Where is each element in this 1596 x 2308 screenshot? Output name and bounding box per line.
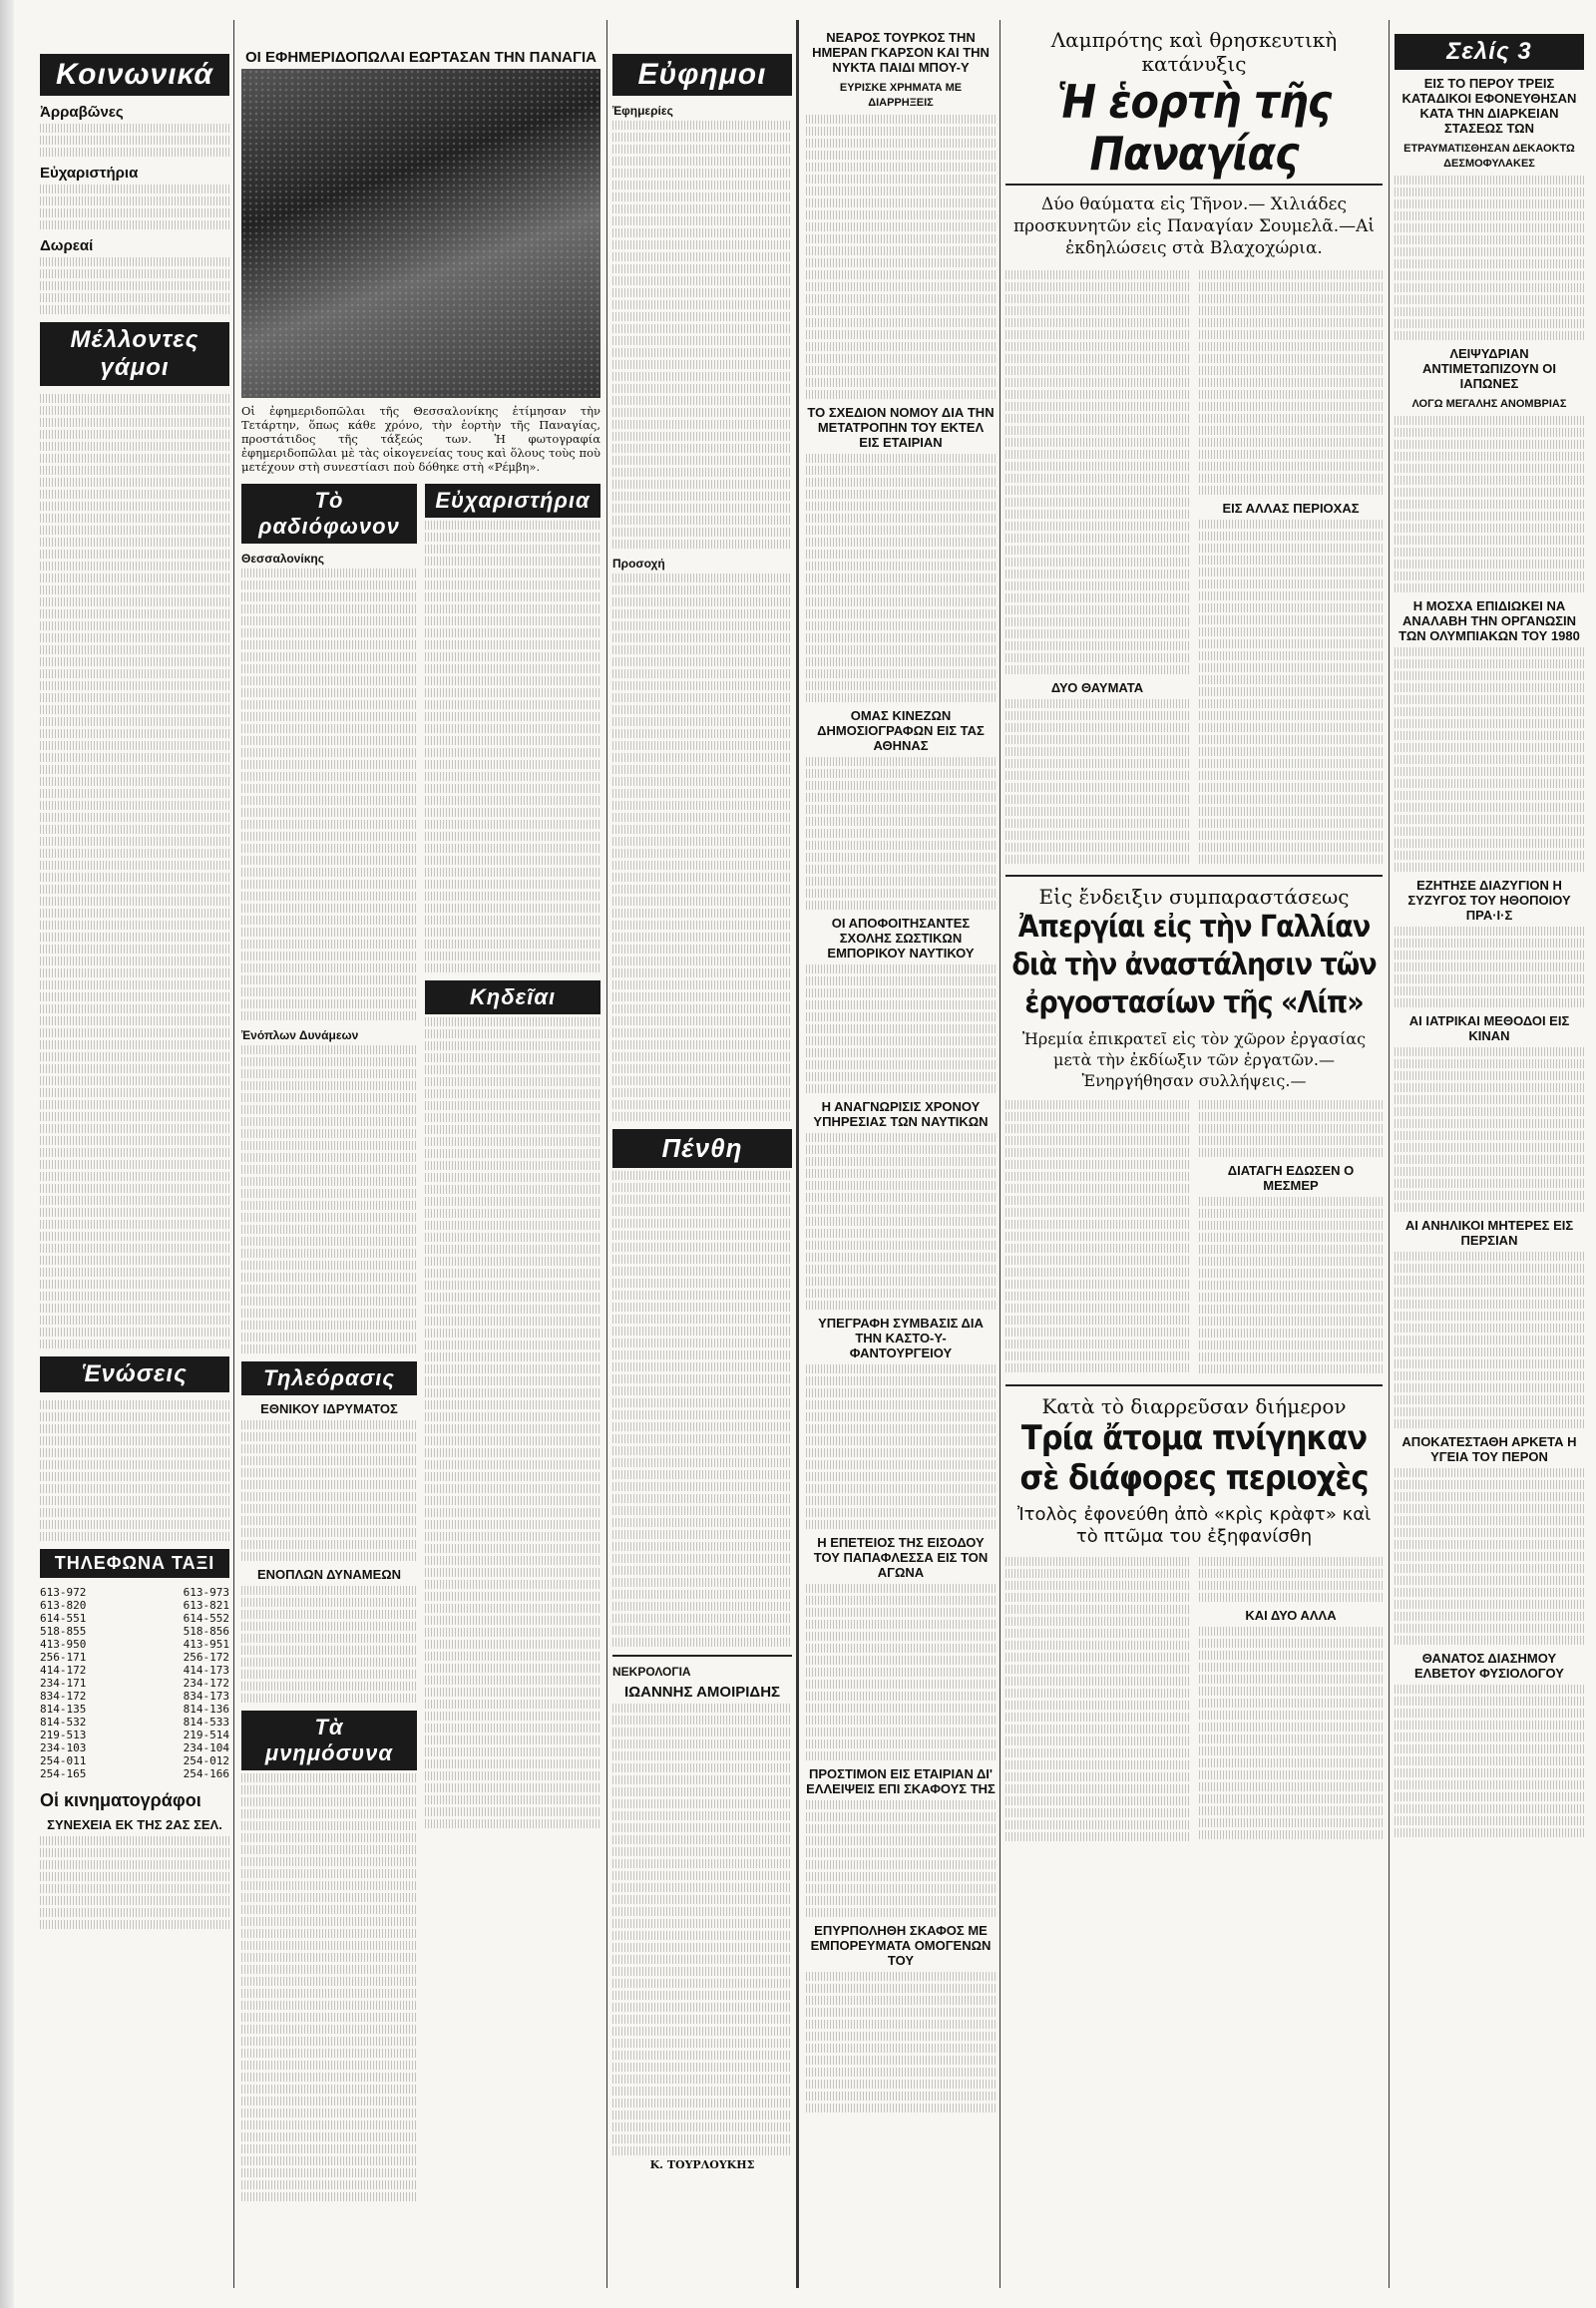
dorea-text (40, 257, 229, 314)
nekrologia-author: Κ. ΤΟΥΡΛΟΥΚΗΣ (649, 2158, 755, 2171)
phone-number: 256-171 (40, 1651, 87, 1664)
photo-title: ΟΙ ΕΦΗΜΕΡΙΔΟΠΩΛΑΙ ΕΩΡΤΑΣΑΝ ΤΗΝ ΠΑΝΑΓΙΑ (245, 49, 597, 66)
prosoxi-heading: Προσοχή (612, 557, 665, 571)
article-text (806, 1364, 996, 1529)
penthi-text (612, 1171, 792, 1647)
tv-listing-1 (241, 1420, 417, 1561)
phone-row (40, 1703, 229, 1716)
alles-perioxes-heading: ΕΙΣ ΑΛΛΑΣ ΠΕΡΙΟΧΑΣ (1222, 501, 1360, 516)
tv-listing-2 (241, 1586, 417, 1703)
headline-diazygion: ΕΖΗΤΗΣΕ ΔΙΑΖΥΓΙΟΝ Η ΣΥΖΥΓΟΣ ΤΟΥ ΗΘΟΠΟΙΟΥ ΠΡΑ·Ι·Σ (1407, 878, 1571, 923)
photo-caption: Οἱ ἐφημεριδοπῶλαι τῆς Θεσσαλονίκης ἐτίμησαν τὴν Τετάρτην, ὅπως κάθε χρόνο, τὴν ἑορτὴν τῆς Παναγίας, προστάτιδος τῆς τάξεώς των. Ἡ φωτογραφία ἐφημεριδοπῶλαι μὲ τὰς οἰκογενείας τους καὶ ὅλους τοὺς ποὺ μετέχουν στὴ συνεστίασι ποὺ δόθηκε στὴ «Ρέμβη». (241, 404, 600, 474)
headline-kina: ΑΙ ΙΑΤΡΙΚΑΙ ΜΕΘΟΔΟΙ ΕΙΣ ΚΙΝΑΝ (1408, 1013, 1570, 1043)
article-text (1395, 927, 1584, 1007)
gamoi-text (40, 394, 229, 1348)
section-kideiai: Κηδεῖαι (425, 980, 600, 1014)
article-text (806, 1972, 996, 2113)
kideiai-text (425, 1017, 600, 1828)
column-photo-radio (241, 20, 600, 2288)
phone-row (40, 1651, 229, 1664)
taxi-phone-list (40, 1586, 229, 1780)
headline-perou: ΕΙΣ ΤΟ ΠΕΡΟΥ ΤΡΕΙΣ ΚΑΤΑΔΙΚΟΙ ΕΦΟΝΕΥΘΗΣΑΝ ΚΑΤΑ ΤΗΝ ΔΙΑΡΚΕΙΑΝ ΣΤΑΣΕΩΣ ΤΩΝ (1401, 76, 1577, 136)
headline-epyrpolithi: ΕΠΥΡΠΟΛΗΘΗ ΣΚΑΦΟΣ ΜΕ ΕΜΠΟΡΕΥΜΑΤΑ ΟΜΟΓΕΝΩΝ ΤΟΥ (810, 1923, 992, 1968)
article-text (806, 757, 996, 910)
column-rule (606, 20, 607, 2288)
subheadline-iaponia: ΛΟΓΩ ΜΕΓΑΛΗΣ ΑΝΟΜΒΡΙΑΣ (1411, 398, 1567, 410)
kinimatografoi-continued: ΣΥΝΕΧΕΙΑ ΕΚ ΤΗΣ 2ΑΣ ΣΕΛ. (47, 1817, 222, 1832)
dorea-heading: Δωρεαί (40, 237, 94, 254)
panagia-headline: Ἡ ἑορτὴ τῆς Παναγίας (1005, 76, 1383, 186)
phone-number: 518-856 (183, 1625, 229, 1638)
phone-number: 834-172 (40, 1690, 87, 1703)
article-text (1395, 1468, 1584, 1645)
phone-row (40, 1729, 229, 1741)
headline-apofoitisantes: ΟΙ ΑΠΟΦΟΙΤΗΣΑΝΤΕΣ ΣΧΟΛΗΣ ΣΩΣΤΙΚΩΝ ΕΜΠΟΡΙΚΟΥ ΝΑΥΤΙΚΟΥ (827, 916, 975, 961)
radio-listing-1 (241, 569, 417, 1020)
enosh-text (40, 1400, 229, 1541)
mesmer-heading: ΔΙΑΤΑΓΗ ΕΔΩΣΕΝ Ο ΜΕΣΜΕΡ (1227, 1163, 1355, 1193)
article-text (1395, 176, 1584, 340)
eyxaristiria-column (425, 484, 600, 2204)
headline-symvasis: ΥΠΕΓΡΑΦΗ ΣΥΜΒΑΣΙΣ ΔΙΑ ΤΗΝ ΚΑΣΤΟ-Υ-ΦΑΝΤΟΥΡΓΕΙΟΥ (818, 1316, 984, 1360)
phone-number: 613-821 (183, 1599, 229, 1612)
article-text (806, 1800, 996, 1917)
article-text (806, 115, 996, 399)
drown-kicker: Κατὰ τὸ διαρρεῦσαν διήμερον (1041, 1394, 1347, 1418)
drown-col-a (1005, 1554, 1189, 1844)
column-rule (1389, 20, 1390, 2288)
phone-number: 414-173 (183, 1664, 229, 1677)
phone-number: 219-514 (183, 1729, 229, 1741)
thessalonikis-heading: Θεσσαλονίκης (241, 552, 324, 566)
section-enosh: Ἑνώσεις (40, 1356, 229, 1392)
column-rule (233, 20, 234, 2288)
panagia-deck: Δύο θαύματα εἰς Τῆνον.— Χιλιάδες προσκυνητῶν εἰς Παναγίαν Σουμελᾶ.—Αἱ ἐκδηλώσεις στὰ Βλαχοχώρια. (1012, 194, 1376, 258)
phone-row (40, 1767, 229, 1780)
france-kicker: Εἰς ἔνδειξιν συμπαραστάσεως (1038, 885, 1350, 909)
phone-number: 613-973 (183, 1586, 229, 1599)
phone-number: 834-173 (183, 1690, 229, 1703)
panagia-col-b (1199, 267, 1383, 867)
france-col-b (1199, 1097, 1383, 1376)
phone-number: 814-532 (40, 1716, 87, 1729)
amoiridis-heading: ΙΩΑΝΝΗΣ ΑΜΟΙΡΙΔΗΣ (623, 1684, 781, 1701)
newspaper-sellers-photo (241, 69, 600, 398)
section-koinonika: Κοινωνικά (40, 54, 229, 96)
section-efimeroi: Εὐφημοι (612, 54, 792, 96)
phone-row (40, 1625, 229, 1638)
drown-body (1005, 1554, 1383, 1844)
article-text (1395, 1047, 1584, 1212)
article-text (806, 1584, 996, 1760)
column-efimeroi (612, 20, 792, 2288)
enoplon-heading: Ἐνόπλων Δυνάμεων (241, 1028, 359, 1042)
arravones-heading: Ἀρραβῶνες (40, 104, 124, 121)
radio-column (241, 484, 417, 2204)
eyxaristiria-col2-text (425, 521, 600, 972)
headline-moscha: Η ΜΟΣΧΑ ΕΠΙΔΙΩΚΕΙ ΝΑ ΑΝΑΛΑΒΗ ΤΗΝ ΟΡΓΑΝΩΣΙΝ ΤΩΝ ΟΛΥΜΠΙΑΚΩΝ ΤΟΥ 1980 (1398, 598, 1580, 643)
efimeries-text (612, 121, 792, 549)
phone-number: 613-972 (40, 1586, 87, 1599)
eyxaristiria-text (40, 185, 229, 229)
phone-number: 613-820 (40, 1599, 87, 1612)
article-text (1395, 1685, 1584, 1837)
phone-number: 814-136 (183, 1703, 229, 1716)
phone-number: 614-551 (40, 1612, 87, 1625)
efimeries-heading: Ἐφημερίες (612, 104, 673, 118)
phone-number: 413-951 (183, 1638, 229, 1651)
phone-row (40, 1599, 229, 1612)
france-col-a (1005, 1097, 1189, 1376)
column-world-news (1395, 20, 1584, 2288)
radio-and-eyxaristiria (241, 484, 600, 2204)
article-text (1395, 1252, 1584, 1428)
france-body (1005, 1097, 1383, 1376)
headline-fysiologos: ΘΑΝΑΤΟΣ ΔΙΑΣΗΜΟΥ ΕΛΒΕΤΟΥ ΦΥΣΙΟΛΟΓΟΥ (1414, 1651, 1564, 1681)
phone-number: 219-513 (40, 1729, 87, 1741)
headline-kinezoi: ΟΜΑΣ ΚΙΝΕΖΩΝ ΔΗΜΟΣΙΟΓΡΑΦΩΝ ΕΙΣ ΤΑΣ ΑΘΗΝΑΣ (817, 708, 985, 753)
phone-row (40, 1677, 229, 1690)
subheadline-perou: ΕΤΡΑΥΜΑΤΙΣΘΗΣΑΝ ΔΕΚΑΟΚΤΩ ΔΕΣΜΟΦΥΛΑΚΕΣ (1403, 143, 1575, 170)
section-tileorasis: Τηλεόρασις (241, 1361, 417, 1395)
subheadline-tourkos: ΕΥΡΙΣΚΕ ΧΡΗΜΑΤΑ ΜΕ ΔΙΑΡΡΗΞΕΙΣ (839, 82, 963, 109)
phone-number: 254-011 (40, 1754, 87, 1767)
section-eyxaristiria: Εὐχαριστήρια (425, 484, 600, 518)
article-text (806, 454, 996, 702)
column-main-story (1005, 20, 1383, 2288)
article-text (806, 1133, 996, 1310)
phone-number: 614-552 (183, 1612, 229, 1625)
phone-number: 254-166 (183, 1767, 229, 1780)
article-text (1395, 416, 1584, 592)
phone-row (40, 1690, 229, 1703)
headline-papaflessas: Η ΕΠΕΤΕΙΟΣ ΤΗΣ ΕΙΣΟΔΟΥ ΤΟΥ ΠΑΠΑΦΛΕΣΣΑ ΕΙΣ ΤΟΝ ΑΓΩΝΑ (813, 1535, 989, 1580)
article-text (806, 964, 996, 1093)
panagia-kicker: Λαμπρότης καὶ θρησκευτικὴ κατάνυξις (1050, 28, 1338, 76)
column-rule-thick (796, 20, 799, 2288)
kinimatografoi-text (40, 1836, 229, 1929)
phone-row (40, 1586, 229, 1599)
phone-number: 234-172 (183, 1677, 229, 1690)
phone-number: 814-533 (183, 1716, 229, 1729)
drown-col-b (1199, 1554, 1383, 1844)
gutter-strip (0, 0, 14, 2308)
france-headline: Ἀπεργίαι εἰς τὴν Γαλλίαν διὰ τὴν ἀναστάλησιν τῶν ἐργοστασίων τῆς «Λίπ» (1011, 910, 1377, 1020)
phone-number: 414-172 (40, 1664, 87, 1677)
panagia-col-a (1005, 267, 1189, 867)
section-penthi: Πένθη (612, 1129, 792, 1168)
phone-row (40, 1741, 229, 1754)
section-tilefona-taxi: ΤΗΛΕΦΩΝΑ ΤΑΞΙ (40, 1549, 229, 1578)
radio-listing-2 (241, 1045, 417, 1353)
dyo-alla-heading: ΚΑΙ ΔΥΟ ΑΛΛΑ (1245, 1608, 1337, 1623)
phone-row (40, 1754, 229, 1767)
article-text (1395, 647, 1584, 872)
headline-persia: ΑΙ ΑΝΗΛΙΚΟΙ ΜΗΤΕΡΕΣ ΕΙΣ ΠΕΡΣΙΑΝ (1404, 1218, 1574, 1248)
phone-row (40, 1638, 229, 1651)
headline-tourkos: ΝΕΑΡΟΣ ΤΟΥΡΚΟΣ ΤΗΝ ΗΜΕΡΑΝ ΓΚΑΡΣΟΝ ΚΑΙ ΤΗΝ ΝΥΚΤΑ ΠΑΙΔΙ ΜΠΟΥ-Υ (812, 30, 990, 75)
nekrologia-text (612, 1704, 792, 2155)
headline-ektel: ΤΟ ΣΧΕΔΙΟΝ ΝΟΜΟΥ ΔΙΑ ΤΗΝ ΜΕΤΑΤΡΟΠΗΝ ΤΟΥ ΕΚΤΕΛ ΕΙΣ ΕΤΑΙΡΙΑΝ (807, 405, 995, 450)
phone-number: 518-855 (40, 1625, 87, 1638)
phone-row (40, 1716, 229, 1729)
kinimatografoi-heading: Οἱ κινηματογράφοι (40, 1790, 201, 1810)
phone-number: 234-171 (40, 1677, 87, 1690)
panagia-body (1005, 267, 1383, 867)
phone-row (40, 1612, 229, 1625)
phone-number: 254-012 (183, 1754, 229, 1767)
page-number-badge: Σελίς 3 (1395, 34, 1584, 70)
headline-nautikoi: Η ΑΝΑΓΝΩΡΙΣΙΣ ΧΡΟΝΟΥ ΥΠΗΡΕΣΙΑΣ ΤΩΝ ΝΑΥΤΙΚΩΝ (813, 1099, 989, 1129)
enoplon-dyn-heading: ΕΝΟΠΛΩΝ ΔΥΝΑΜΕΩΝ (256, 1567, 402, 1582)
phone-number: 413-950 (40, 1638, 87, 1651)
section-mnimosyna: Τὰ μνημόσυνα (241, 1711, 417, 1770)
phone-row (40, 1664, 229, 1677)
headline-iaponia: ΛΕΙΨΥΔΡΙΑΝ ΑΝΤΙΜΕΤΩΠΙΖΟΥΝ ΟΙ ΙΑΠΩΝΕΣ (1421, 346, 1557, 391)
france-deck: Ἠρεμία ἐπικρατεῖ εἰς τὸν χῶρον ἐργασίας μετὰ τὴν ἐκδίωξιν τῶν ἐργατῶν.— Ἐνηργήθησαν συλλήψεις.— (1021, 1029, 1367, 1090)
headline-peron: ΑΠΟΚΑΤΕΣΤΑΘΗ ΑΡΚΕΤΑ Η ΥΓΕΙΑ ΤΟΥ ΠΕΡΟΝ (1401, 1434, 1577, 1464)
eyxaristiria-heading: Εὐχαριστήρια (40, 165, 139, 182)
column-social (40, 20, 229, 2288)
mnimosyna-text (241, 1773, 417, 2201)
phone-number: 234-104 (183, 1741, 229, 1754)
prosoxi-text (612, 574, 792, 1121)
phone-number: 814-135 (40, 1703, 87, 1716)
phone-number: 254-165 (40, 1767, 87, 1780)
ethnikou-heading: ΕΘΝΙΚΟΥ ΙΔΡΥΜΑΤΟΣ (260, 1401, 398, 1416)
phone-number: 256-172 (183, 1651, 229, 1664)
section-radiofono: Τὸ ραδιόφωνον (241, 484, 417, 544)
arravones-text (40, 124, 229, 157)
dyo-thaumata-heading: ΔΥΟ ΘΑΥΜΑΤΑ (1050, 680, 1144, 695)
drown-headline: Τρία ἄτομα πνίγηκαν σὲ διάφορες περιοχὲς (1019, 1418, 1369, 1498)
drown-deck: Ἰτολὸς ἐφονεύθη ἀπὸ «κρὶς κρὰφτ» καὶ τὸ πτῶμα του ἐξηφανίσθη (1016, 1504, 1372, 1547)
column-rule (999, 20, 1000, 2288)
section-mellontes-gamoi: Μέλλοντες γάμοι (40, 322, 229, 386)
nekrologia-heading: ΝΕΚΡΟΛΟΓΙΑ (612, 1665, 691, 1679)
headline-prostimon: ΠΡΟΣΤΙΜΟΝ ΕΙΣ ΕΤΑΙΡΙΑΝ ΔΙ' ΕΛΛΕΙΨΕΙΣ ΕΠΙ ΣΚΑΦΟΥΣ ΤΗΣ (806, 1766, 996, 1796)
column-news-1 (806, 20, 996, 2288)
phone-number: 234-103 (40, 1741, 87, 1754)
